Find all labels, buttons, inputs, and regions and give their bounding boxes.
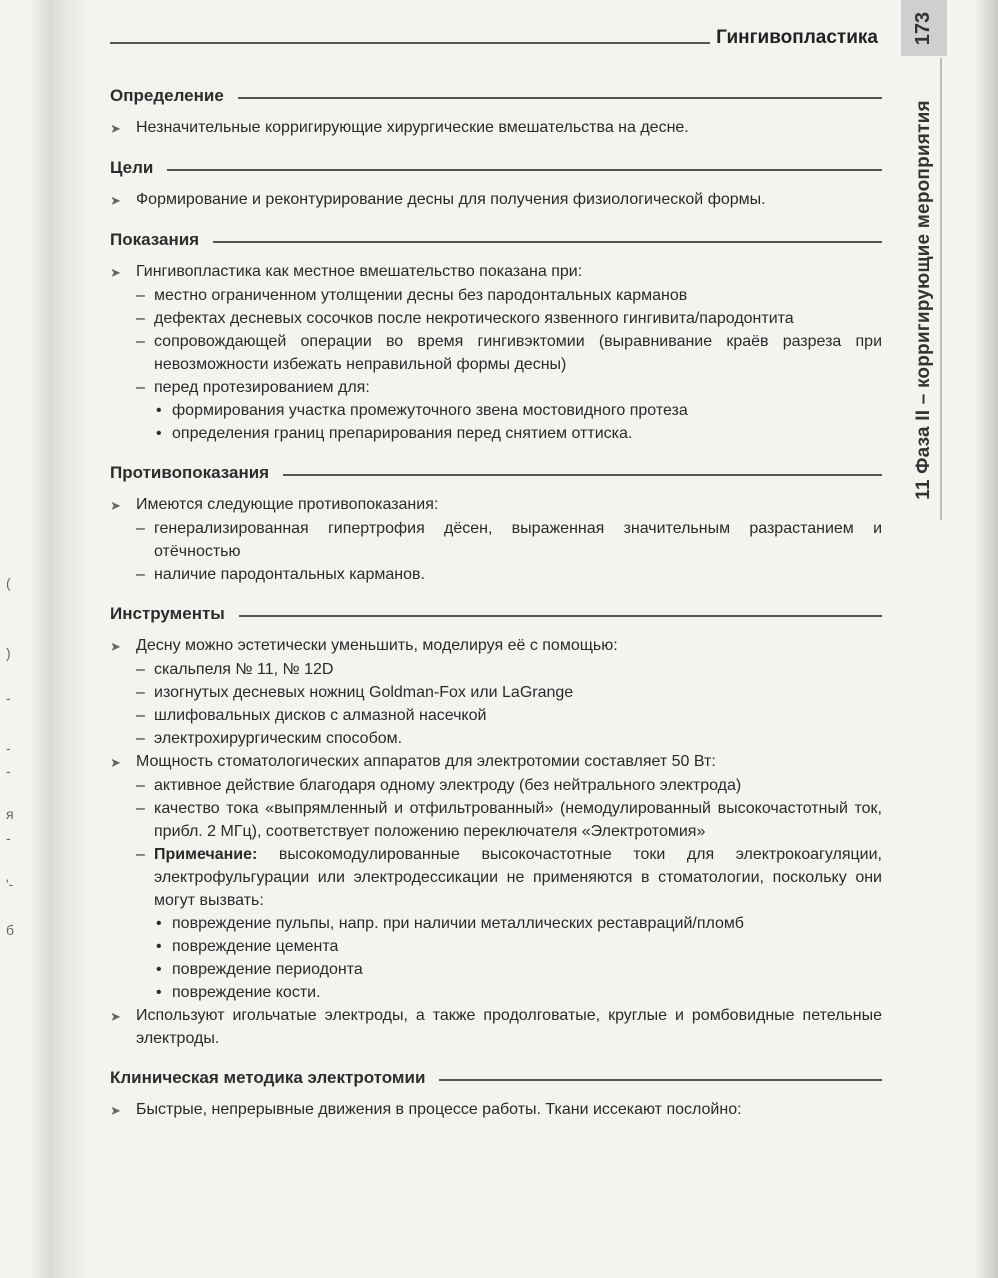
dash-bullet-icon: – [136, 287, 145, 304]
margin-mark: ( [6, 575, 11, 591]
chapter-side-title-text: 11 Фаза II – корригирующие мероприятия [913, 100, 934, 500]
dash-bullet-icon: – [136, 333, 145, 350]
paragraph-text: Десну можно эстетически уменьшить, моделируя её с помощью: [136, 637, 618, 654]
margin-mark: - [6, 763, 11, 779]
arrow-bullet-icon: ➤ [110, 121, 121, 136]
arrow-bullet-icon: ➤ [110, 1009, 121, 1024]
sub-item-text: определения границ препарирования перед снятием оттиска. [172, 425, 633, 442]
page-number: 173 [912, 11, 935, 45]
section [110, 604, 882, 1050]
dash-list-item [110, 843, 882, 912]
list-item-text: перед протезированием для: [154, 379, 370, 396]
dash-bullet-icon: – [136, 310, 145, 327]
arrow-paragraph [110, 750, 882, 774]
arrow-paragraph [110, 260, 882, 284]
arrow-bullet-icon: ➤ [110, 265, 121, 280]
left-margin-marks [6, 0, 26, 1278]
section-heading-text: Показания [110, 230, 200, 249]
arrow-bullet-icon: ➤ [110, 498, 121, 513]
list-item-text: сопровождающей операции во время гингивэктомии (выравнивание краёв разреза при невозможности избежать неправильной формы десны) [154, 333, 882, 373]
dash-bullet-icon: – [136, 846, 145, 863]
binding-shadow [30, 0, 88, 1278]
margin-mark: '- [6, 876, 14, 892]
section-heading [110, 604, 882, 624]
dash-bullet-icon: – [136, 661, 145, 678]
dot-bullet-icon: • [156, 425, 162, 442]
dash-bullet-icon: – [136, 730, 145, 747]
dash-list-item [110, 517, 882, 563]
section-heading-text: Противопоказания [110, 463, 270, 482]
section-heading [110, 158, 882, 178]
section-heading-text: Клиническая методика электротомии [110, 1068, 426, 1087]
arrow-paragraph [110, 116, 882, 140]
section-heading-rule [167, 169, 882, 171]
section-heading-text: Определение [110, 86, 224, 105]
section-heading [110, 463, 882, 483]
dash-list-item [110, 727, 882, 750]
dash-bullet-icon: – [136, 566, 145, 583]
sub-item-text: повреждение пульпы, напр. при наличии металлических реставраций/пломб [172, 915, 744, 932]
arrow-bullet-icon: ➤ [110, 193, 121, 208]
page-body [110, 86, 882, 1122]
dot-bullet-icon: • [156, 402, 162, 419]
margin-mark: - [6, 830, 11, 846]
arrow-paragraph [110, 1098, 882, 1122]
dash-list-item [110, 797, 882, 843]
arrow-bullet-icon: ➤ [110, 755, 121, 770]
sub-item-text: формирования участка промежуточного звена мостовидного протеза [172, 402, 688, 419]
dash-bullet-icon: – [136, 800, 145, 817]
dash-bullet-icon: – [136, 707, 145, 724]
paragraph-text: Незначительные корригирующие хирургические вмешательства на десне. [136, 119, 689, 136]
section-heading-rule [238, 97, 882, 99]
section-heading [110, 1068, 882, 1088]
list-item-text: активное действие благодаря одному электроду (без нейтрального электрода) [154, 777, 742, 794]
dot-bullet-icon: • [156, 915, 162, 932]
section-heading-rule [213, 241, 882, 243]
note-label: Примечание: [154, 846, 258, 863]
list-item-text: электрохирургическим способом. [154, 730, 403, 747]
section-heading-text: Инструменты [110, 604, 225, 623]
margin-mark: ) [6, 645, 11, 661]
dot-bullet-icon: • [156, 961, 162, 978]
dash-list-item [110, 658, 882, 681]
list-item-text: скальпеля № 11, № 12D [154, 661, 334, 678]
sub-item-text: повреждение кости. [172, 984, 321, 1001]
dash-bullet-icon: – [136, 684, 145, 701]
sub-item-text: повреждение цемента [172, 938, 339, 955]
dash-bullet-icon: – [136, 520, 145, 537]
dot-bullet-icon: • [156, 938, 162, 955]
paragraph-text: Гингивопластика как местное вмешательство показана при: [136, 263, 583, 280]
dash-list-item [110, 563, 882, 586]
arrow-bullet-icon: ➤ [110, 639, 121, 654]
arrow-paragraph [110, 188, 882, 212]
list-item-text: дефектах десневых сосочков после некротического язвенного гингивита/пародонтита [154, 310, 794, 327]
arrow-paragraph [110, 1004, 882, 1050]
margin-mark: б [6, 922, 15, 938]
paragraph-text: Имеются следующие противопоказания: [136, 496, 439, 513]
dot-list-item [110, 399, 882, 422]
page-edge-shadow [974, 0, 998, 1278]
dash-list-item [110, 307, 882, 330]
section-heading-text: Цели [110, 158, 154, 177]
header-rule [110, 42, 710, 44]
paragraph-text: Быстрые, непрерывные движения в процессе работы. Ткани иссекают послойно: [136, 1101, 742, 1118]
dot-list-item [110, 935, 882, 958]
dash-list-item [110, 330, 882, 376]
page-number-tab [901, 0, 947, 56]
dash-list-item [110, 284, 882, 307]
list-item-text: качество тока «выпрямленный и отфильтрованный» (немодулированный высокочастотный ток, прибл. 2 МГц), соответствует положению переключателя «Электротомия» [154, 800, 882, 840]
side-rule [940, 58, 942, 520]
arrow-bullet-icon: ➤ [110, 1103, 121, 1118]
section-heading-rule [239, 615, 882, 617]
margin-mark: я [6, 806, 14, 822]
list-item-text: наличие пародонтальных карманов. [154, 566, 425, 583]
section-heading-rule [283, 474, 882, 476]
list-item-text: местно ограниченном утолщении десны без пародонтальных карманов [154, 287, 688, 304]
dash-bullet-icon: – [136, 777, 145, 794]
dot-list-item [110, 981, 882, 1004]
section [110, 86, 882, 140]
dash-list-item [110, 376, 882, 399]
paragraph-text: Формирование и реконтурирование десны для получения физиологической формы. [136, 191, 766, 208]
list-item-text: шлифовальных дисков с алмазной насечкой [154, 707, 487, 724]
list-item-text: изогнутых десневых ножниц Goldman-Fox или LaGrange [154, 684, 574, 701]
dot-list-item [110, 912, 882, 935]
dash-list-item [110, 704, 882, 727]
arrow-paragraph [110, 493, 882, 517]
margin-mark: - [6, 740, 11, 756]
dot-list-item [110, 422, 882, 445]
margin-mark: - [6, 690, 11, 706]
section-heading-rule [439, 1079, 882, 1081]
list-item-text [154, 843, 882, 912]
running-header-title: Гингивопластика [716, 27, 878, 48]
section [110, 158, 882, 212]
paragraph-text: Мощность стоматологических аппаратов для электротомии составляет 50 Вт: [136, 753, 716, 770]
dash-bullet-icon: – [136, 379, 145, 396]
section-heading [110, 86, 882, 106]
section-heading [110, 230, 882, 250]
dash-list-item [110, 681, 882, 704]
dot-bullet-icon: • [156, 984, 162, 1001]
list-item-text: генерализированная гипертрофия дёсен, выраженная значительным разрастанием и отёчностью [154, 520, 882, 560]
dash-list-item [110, 774, 882, 797]
section [110, 230, 882, 445]
paragraph-text: Используют игольчатые электроды, а также продолговатые, круглые и ромбовидные петельные электроды. [136, 1007, 882, 1047]
section [110, 1068, 882, 1122]
note-text: высокомодулированные высокочастотные токи для электрокоагуляции, электрофульгурации или электродессикации не применяются в стоматологии, поскольку они могут вызвать: [154, 846, 882, 909]
arrow-paragraph [110, 634, 882, 658]
dot-list-item [110, 958, 882, 981]
sub-item-text: повреждение периодонта [172, 961, 363, 978]
section [110, 463, 882, 586]
